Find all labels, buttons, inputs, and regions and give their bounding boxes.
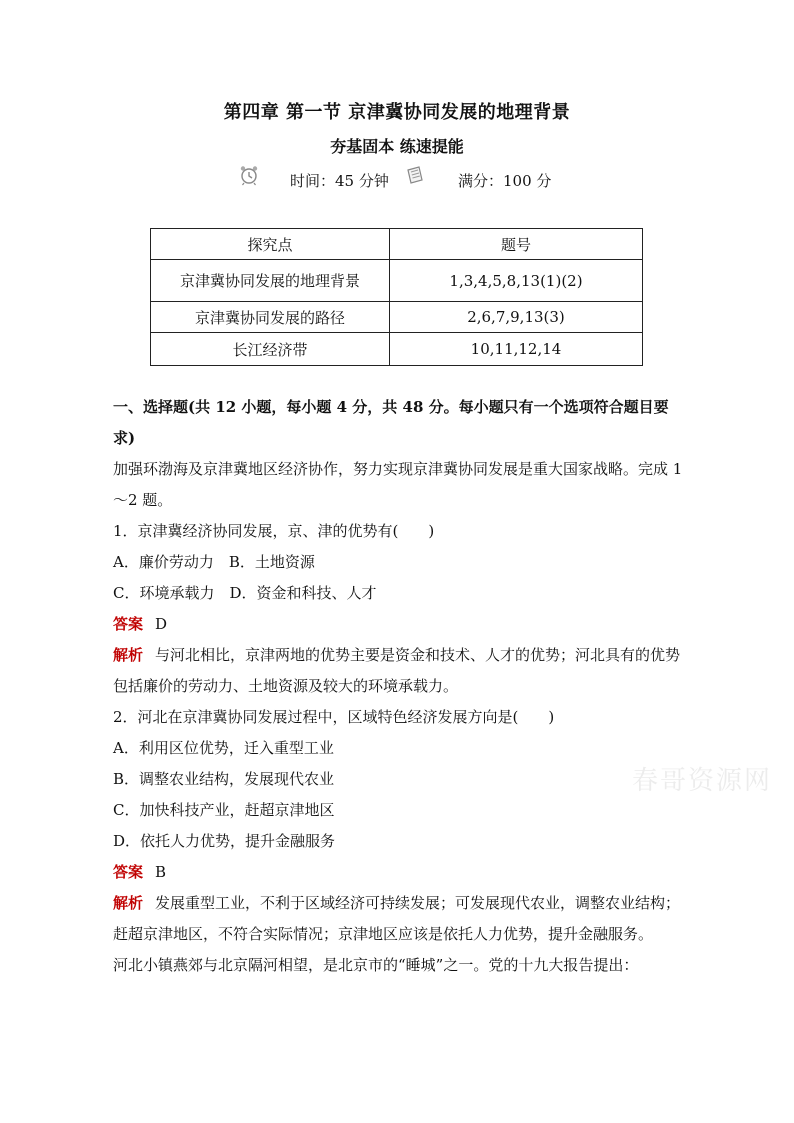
table-header-questions: 题号 bbox=[390, 229, 643, 260]
full-score: 满分：100 分 bbox=[458, 172, 552, 190]
question-2-analysis bbox=[113, 888, 685, 950]
question-1-options-cd: C．环境承载力 D．资金和科技、人才 bbox=[113, 584, 377, 602]
exam-meta bbox=[238, 168, 578, 192]
alarm-clock-icon bbox=[238, 164, 260, 186]
question-1-answer bbox=[113, 609, 685, 640]
closing-paragraph: 河北小镇燕郊与北京隔河相望，是北京市的“睡城”之一。党的十九大报告提出： bbox=[113, 956, 639, 974]
question-body bbox=[113, 392, 685, 981]
section-intro: 加强环渤海及京津冀地区经济协作，努力实现京津冀协同发展是重大国家战略。完成 1～2 题。 bbox=[113, 460, 683, 509]
table-cell-topic: 长江经济带 bbox=[151, 333, 390, 366]
table-row bbox=[151, 333, 643, 366]
answer-label: 答案 bbox=[113, 863, 144, 881]
section-heading: 一、选择题(共 12 小题，每小题 4 分，共 48 分。每小题只有一个选项符合题目要求) bbox=[113, 398, 669, 447]
question-1-analysis bbox=[113, 640, 685, 702]
table-cell-questions: 10,11,12,14 bbox=[390, 333, 643, 366]
question-1-stem: 1．京津冀经济协同发展，京、津的优势有( ) bbox=[113, 522, 435, 540]
answer-value: D bbox=[155, 615, 168, 633]
question-2-option-c: C．加快科技产业，赶超京津地区 bbox=[113, 801, 335, 819]
answer-value: B bbox=[155, 863, 167, 881]
answer-label: 答案 bbox=[113, 615, 144, 633]
knowledge-table bbox=[150, 228, 643, 366]
table-cell-questions: 2,6,7,9,13(3) bbox=[390, 302, 643, 333]
analysis-label: 解析 bbox=[113, 894, 144, 912]
table-header-topic: 探究点 bbox=[151, 229, 390, 260]
question-2-option-d: D．依托人力优势，提升金融服务 bbox=[113, 832, 336, 850]
score-paper-icon bbox=[404, 164, 426, 186]
table-cell-topic: 京津冀协同发展的路径 bbox=[151, 302, 390, 333]
question-2-stem: 2．河北在京津冀协同发展过程中，区域特色经济发展方向是( ) bbox=[113, 708, 555, 726]
question-2-option-b: B．调整农业结构，发展现代农业 bbox=[113, 770, 335, 788]
question-2-answer bbox=[113, 857, 685, 888]
table-header-row bbox=[151, 229, 643, 260]
question-1-options-ab: A．廉价劳动力 B．土地资源 bbox=[113, 553, 315, 571]
page-subtitle: 夯基固本 练速提能 bbox=[330, 137, 464, 156]
analysis-label: 解析 bbox=[113, 646, 144, 664]
table-cell-questions: 1,3,4,5,8,13(1)(2) bbox=[390, 260, 643, 302]
table-cell-topic: 京津冀协同发展的地理背景 bbox=[151, 260, 390, 302]
table-row bbox=[151, 260, 643, 302]
watermark: 春哥资源网 bbox=[632, 766, 773, 796]
page-title: 第四章 第一节 京津冀协同发展的地理背景 bbox=[223, 102, 571, 123]
question-2-option-a: A．利用区位优势，迁入重型工业 bbox=[113, 739, 334, 757]
analysis-text: 发展重型工业，不利于区域经济可持续发展；可发展现代农业，调整农业结构；赶超京津地区，不符合实际情况；京津地区应该是依托人力优势，提升金融服务。 bbox=[113, 894, 681, 943]
table-row bbox=[151, 302, 643, 333]
analysis-text: 与河北相比，京津两地的优势主要是资金和技术、人才的优势；河北具有的优势包括廉价的劳动力、土地资源及较大的环境承载力。 bbox=[113, 646, 681, 695]
time-limit: 时间：45 分钟 bbox=[290, 172, 389, 190]
